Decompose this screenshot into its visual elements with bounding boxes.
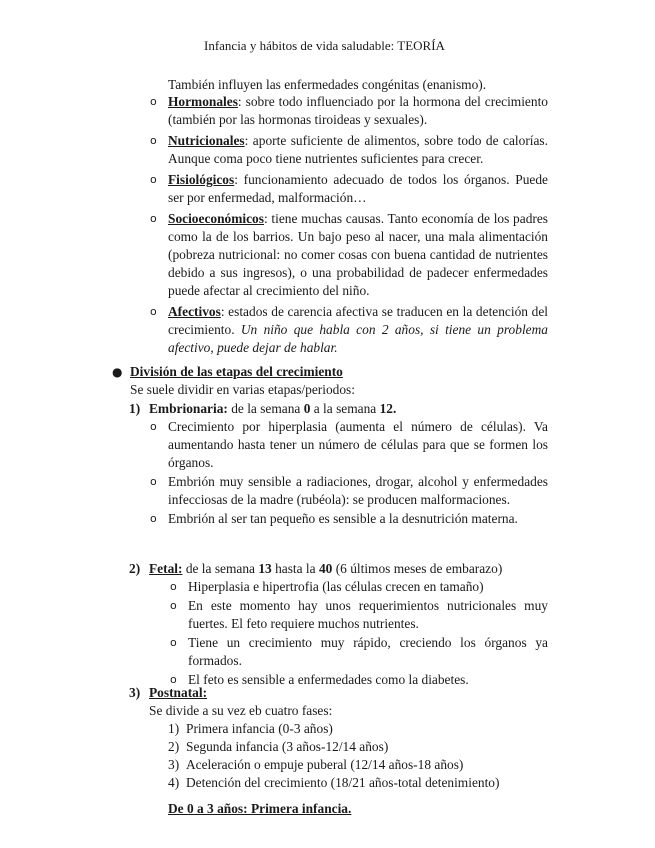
stage-text: hasta la <box>271 561 319 576</box>
stage-text: (6 últimos meses de embarazo) <box>332 561 503 576</box>
week-value: 12. <box>379 401 397 416</box>
subsection-heading: De 0 a 3 años: Primera infancia. <box>168 801 352 816</box>
phase-text: Detención del crecimiento (18/21 años-total detenimiento) <box>186 775 500 790</box>
list-item <box>170 578 548 596</box>
list-item <box>150 132 548 168</box>
division-section <box>112 363 552 399</box>
list-item <box>168 720 499 738</box>
factor-italic-text: Un niño que habla con 2 años, si tiene un problema afectivo, puede dejar de hablar. <box>168 322 548 355</box>
item-text: Tiene un crecimiento muy rápido, creciendo los órganos ya formados. <box>188 635 548 668</box>
item-text: En este momento hay unos requerimientos nutricionales muy fuertes. El feto requiere muchos nutrientes. <box>188 598 548 631</box>
stage-label: Embrionaria: <box>149 401 228 416</box>
item-text: Crecimiento por hiperplasia (aumenta el número de células). Va aumentando hasta tener un número de células para que se formen los órganos. <box>168 419 548 470</box>
stage-text: de la semana <box>227 401 304 416</box>
circle-bullet-icon: o <box>170 673 177 686</box>
list-item <box>150 510 548 528</box>
item-text: Hiperplasia e hipertrofia (las células crecen en tamaño) <box>188 579 484 594</box>
stage-label: Fetal: <box>149 561 183 576</box>
phase-text: Segunda infancia (3 años-12/14 años) <box>186 739 389 754</box>
factor-text: : estados de carencia afectiva se traducen en la detención del crecimiento. <box>168 304 548 337</box>
embrionaria-list <box>150 418 548 529</box>
stage-text: a la semana <box>310 401 380 416</box>
factor-text: : sobre todo influenciado por la hormona del crecimiento (también por las hormonas tiroideas y sexuales). <box>168 94 548 127</box>
phase-number: 3) <box>168 757 180 772</box>
intro-line: También influyen las enfermedades congénitas (enanismo). <box>168 77 487 92</box>
phases-list <box>168 720 499 792</box>
bullet-icon: ● <box>112 365 123 379</box>
list-item <box>150 303 548 357</box>
factor-text: : tiene muchas causas. Tanto economía de los padres como la de los barrios. Un bajo peso al nacer, una mala alimentación (pobreza nutricional: no comer cosas con buena cantidad de nutrientes debido a sus ingresos), o una probabilidad de padecer enfermedades puede afectar al crecimiento del niño. <box>168 211 548 298</box>
factor-label: Afectivos <box>168 304 221 319</box>
phase-text: Aceleración o empuje puberal (12/14 años-18 años) <box>186 757 464 772</box>
list-item <box>168 774 499 792</box>
phase-text: Primera infancia (0-3 años) <box>186 721 333 736</box>
circle-bullet-icon: o <box>150 173 157 186</box>
factor-label: Socioeconómicos <box>168 211 264 226</box>
stage-text: de la semana <box>182 561 259 576</box>
circle-bullet-icon: o <box>170 636 177 649</box>
stage-postnatal <box>129 684 549 702</box>
factor-text: : aporte suficiente de alimentos, sobre todo de calorías. Aunque coma poco tiene nutrientes suficientes para crecer. <box>168 133 548 166</box>
list-item <box>150 171 548 207</box>
list-item <box>168 738 499 756</box>
item-text: El feto es sensible a enfermedades como la diabetes. <box>188 672 469 687</box>
circle-bullet-icon: o <box>150 512 157 525</box>
circle-bullet-icon: o <box>150 95 157 108</box>
circle-bullet-icon: o <box>150 475 157 488</box>
factor-label: Nutricionales <box>168 133 245 148</box>
stage-embrionaria <box>129 400 549 418</box>
list-item <box>170 634 548 670</box>
page-header: Infancia y hábitos de vida saludable: TEORÍA <box>204 38 445 53</box>
list-item <box>150 418 548 472</box>
circle-bullet-icon: o <box>150 134 157 147</box>
phase-number: 2) <box>168 739 180 754</box>
phase-number: 1) <box>168 721 180 736</box>
circle-bullet-icon: o <box>170 580 177 593</box>
factors-list <box>150 93 548 360</box>
list-item <box>168 756 499 774</box>
section-intro: Se suele dividir en varias etapas/periodos: <box>130 382 355 397</box>
phase-number: 4) <box>168 775 180 790</box>
stage-number: 3) <box>129 685 141 700</box>
list-item <box>150 473 548 509</box>
item-text: Embrión al ser tan pequeño es sensible a la desnutrición materna. <box>168 511 518 526</box>
item-text: Embrión muy sensible a radiaciones, drogar, alcohol y enfermedades infecciosas de la madre (rubéola): se producen malformaciones. <box>168 474 548 507</box>
factor-label: Hormonales <box>168 94 238 109</box>
circle-bullet-icon: o <box>170 599 177 612</box>
stage-label: Postnatal: <box>149 685 208 700</box>
stage-number: 2) <box>129 561 141 576</box>
stage-fetal <box>129 560 549 578</box>
factor-label: Fisiológicos <box>168 172 235 187</box>
fetal-list <box>170 578 548 690</box>
section-title: División de las etapas del crecimiento <box>130 364 343 379</box>
list-item <box>150 93 548 129</box>
week-value: 0 <box>303 401 311 416</box>
week-value: 40 <box>318 561 333 576</box>
postnatal-intro: Se divide a su vez eb cuatro fases: <box>149 703 333 718</box>
stage-number: 1) <box>129 401 141 416</box>
week-value: 13 <box>258 561 272 576</box>
circle-bullet-icon: o <box>150 420 157 433</box>
factor-text: : funcionamiento adecuado de todos los órganos. Puede ser por enfermedad, malformación… <box>168 172 548 205</box>
list-item <box>150 210 548 300</box>
circle-bullet-icon: o <box>150 305 157 318</box>
list-item <box>170 597 548 633</box>
circle-bullet-icon: o <box>150 212 157 225</box>
